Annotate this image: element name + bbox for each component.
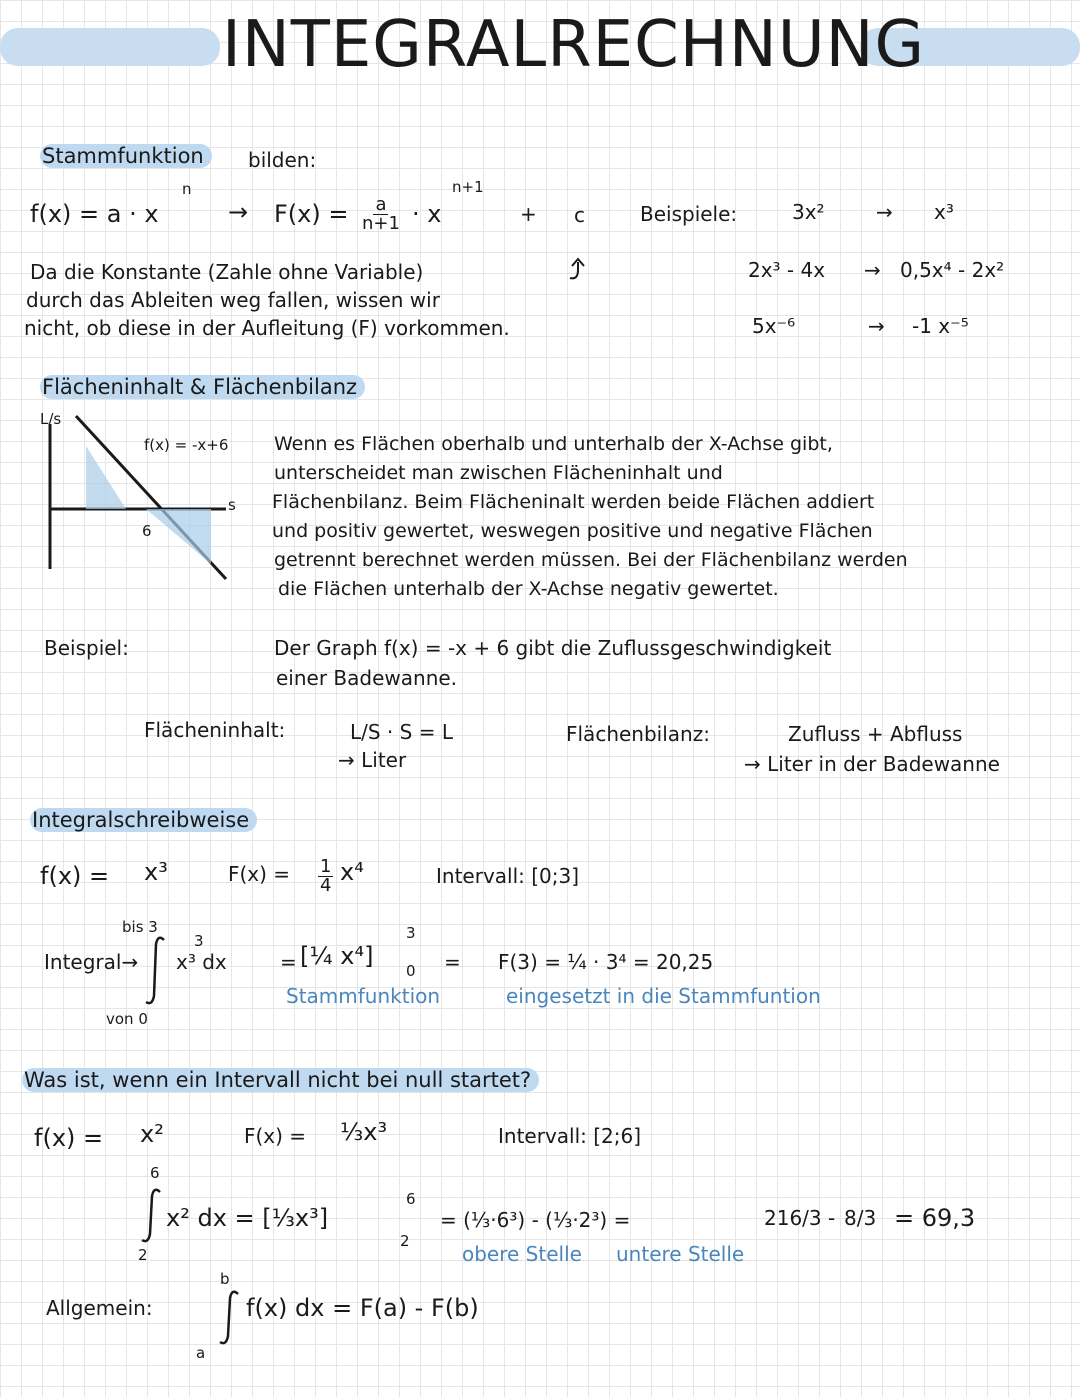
antiderivative-label: F(x) = xyxy=(274,200,349,228)
integral-sign-icon-3 xyxy=(216,1288,242,1352)
nicht-null-fx-value: x² xyxy=(140,1120,164,1148)
example-2-arrow: → xyxy=(864,258,881,282)
example-3-right: -1 x⁻⁵ xyxy=(912,314,969,338)
integral-pointer-label: Integral→ xyxy=(44,950,139,974)
example-3-arrow: → xyxy=(868,314,885,338)
lower-bound-note: von 0 xyxy=(106,1010,148,1028)
integral-exponent: 3 xyxy=(194,932,204,950)
explanation-line-1: Wenn es Flächen oberhalb und unterhalb der X-Achse gibt, xyxy=(274,433,833,455)
fraction-denominator: n+1 xyxy=(362,213,400,234)
examples-label: Beispiele: xyxy=(640,202,738,226)
obere-stelle-note: obere Stelle xyxy=(462,1242,582,1266)
integral-equals-1: = xyxy=(280,950,297,974)
explanation-line-3: Flächenbilanz. Beim Flächeninalt werden beide Flächen addiert xyxy=(272,491,875,513)
title-highlight-left xyxy=(0,28,220,66)
graph-linear-function xyxy=(36,404,246,588)
nicht-null-Fx-label: F(x) = xyxy=(244,1124,307,1148)
example-3-left: 5x⁻⁶ xyxy=(752,314,796,338)
nicht-null-integral-expr: x² dx = [⅓x³] xyxy=(166,1204,329,1232)
integral-Fx-power: x⁴ xyxy=(340,858,364,886)
Fx-numerator: 1 xyxy=(320,856,332,877)
constant-note-line-1: Da die Konstante (Zahle ohne Variable) xyxy=(30,260,424,284)
flaechenbilanz-label: Flächenbilanz: xyxy=(566,722,710,746)
example-label: Beispiel: xyxy=(44,636,129,660)
evaluated-bracket: [¼ x⁴] xyxy=(300,942,374,970)
integral-interval: Intervall: [0;3] xyxy=(436,864,580,888)
stammfunktion-note: Stammfunktion xyxy=(286,984,441,1008)
exponent-n-plus-1: n+1 xyxy=(452,178,484,196)
explanation-line-6: die Flächen unterhalb der X-Achse negativ gewertet. xyxy=(278,578,779,600)
upper-bound-note: bis 3 xyxy=(122,918,158,936)
plus-sign: + xyxy=(520,202,537,226)
example-2-right: 0,5x⁴ - 2x² xyxy=(900,258,1005,282)
flaecheninhalt-result: → Liter xyxy=(338,748,407,772)
nicht-null-bracket-lower: 2 xyxy=(400,1232,410,1250)
constant-c: c xyxy=(574,203,585,227)
times-x: · x xyxy=(412,200,442,228)
constant-note-line-2: durch das Ableiten weg fallen, wissen wir xyxy=(26,288,440,312)
integral-fx-value: x³ xyxy=(144,858,168,886)
antiderivative-fraction xyxy=(362,196,400,233)
graph-tick-6: 6 xyxy=(142,522,152,540)
Fx-denominator: 4 xyxy=(320,875,332,896)
arrow: → xyxy=(228,198,249,226)
stammfunktion-heading xyxy=(40,144,212,168)
example-line-1: Der Graph f(x) = -x + 6 gibt die Zuflussgeschwindigkeit xyxy=(274,636,832,660)
flaecheninhalt-calc: L/S · S = L xyxy=(350,720,453,744)
nicht-null-evaluation: = (⅓·6³) - (⅓·2³) = xyxy=(440,1208,631,1232)
page-title: INTEGRALRECHNUNG xyxy=(222,8,926,82)
explanation-line-2: unterscheidet man zwischen Flächeninhalt und xyxy=(274,462,723,484)
flaeche-heading-text: Flächeninhalt & Flächenbilanz xyxy=(42,375,358,399)
fraction-minus: - xyxy=(828,1206,836,1230)
example-1-right: x³ xyxy=(934,200,954,224)
nicht-null-bracket-upper: 6 xyxy=(406,1190,416,1208)
integral-sign-icon xyxy=(142,934,168,1012)
example-1-left: 3x² xyxy=(792,200,825,224)
graph-x-label: s xyxy=(228,496,236,514)
fraction-numerator: a xyxy=(375,194,387,215)
nicht-null-lower: 2 xyxy=(138,1246,148,1264)
flaeche-heading xyxy=(40,375,365,399)
example-1-arrow: → xyxy=(876,200,893,224)
power-function: f(x) = a · x xyxy=(30,200,159,228)
flaechenbilanz-calc: Zufluss + Abfluss xyxy=(788,722,963,746)
bracket-lower: 0 xyxy=(406,962,416,980)
integral-Fx-label: F(x) = xyxy=(228,862,291,886)
bracket-upper: 3 xyxy=(406,924,416,942)
stammfunktion-heading-suffix: bilden: xyxy=(248,148,317,172)
nicht-null-heading xyxy=(22,1068,539,1092)
allgemein-lower: a xyxy=(196,1344,206,1362)
nicht-null-upper: 6 xyxy=(150,1164,160,1182)
explanation-line-5: getrennt berechnet werden müssen. Bei der Flächenbilanz werden xyxy=(274,549,908,571)
allgemein-expression: f(x) dx = F(a) - F(b) xyxy=(246,1294,479,1322)
integral-Fx-fraction xyxy=(318,858,333,895)
constant-note-line-3: nicht, ob diese in der Aufleitung (F) vorkommen. xyxy=(24,316,510,340)
evaluation: F(3) = ¼ · 3⁴ = 20,25 xyxy=(498,950,714,974)
integral-heading-text: Integralschreibweise xyxy=(32,808,250,832)
nicht-null-Fx-value: ⅓x³ xyxy=(340,1118,388,1146)
nicht-null-result: = 69,3 xyxy=(894,1204,976,1232)
integral-equals-2: = xyxy=(444,950,461,974)
untere-stelle-note: untere Stelle xyxy=(616,1242,745,1266)
integral-fx-label: f(x) = xyxy=(40,862,110,890)
curved-arrow-icon xyxy=(566,256,588,286)
integral-heading xyxy=(30,808,257,832)
exponent-n: n xyxy=(182,180,192,198)
fraction-8-3: 8/3 xyxy=(844,1206,877,1230)
eingesetzt-note: eingesetzt in die Stammfuntion xyxy=(506,984,821,1008)
example-2-left: 2x³ - 4x xyxy=(748,258,826,282)
example-line-2: einer Badewanne. xyxy=(276,666,458,690)
stammfunktion-heading-text: Stammfunktion xyxy=(42,144,204,168)
explanation-line-4: und positiv gewertet, weswegen positive und negative Flächen xyxy=(272,520,873,542)
integrand: x³ dx xyxy=(176,950,227,974)
graph-function-label: f(x) = -x+6 xyxy=(144,436,229,454)
nicht-null-fx-label: f(x) = xyxy=(34,1124,104,1152)
allgemein-label: Allgemein: xyxy=(46,1296,153,1320)
positive-area xyxy=(86,446,126,509)
fraction-216-3: 216/3 xyxy=(764,1206,822,1230)
integral-sign-icon-2 xyxy=(138,1186,164,1250)
flaechenbilanz-result: → Liter in der Badewanne xyxy=(744,752,1000,776)
graph-y-label: L/s xyxy=(40,410,62,428)
negative-area xyxy=(146,509,211,564)
flaecheninhalt-label: Flächeninhalt: xyxy=(144,718,286,742)
nicht-null-heading-text: Was ist, wenn ein Intervall nicht bei null startet? xyxy=(24,1068,532,1092)
nicht-null-interval: Intervall: [2;6] xyxy=(498,1124,642,1148)
allgemein-upper: b xyxy=(220,1270,230,1288)
